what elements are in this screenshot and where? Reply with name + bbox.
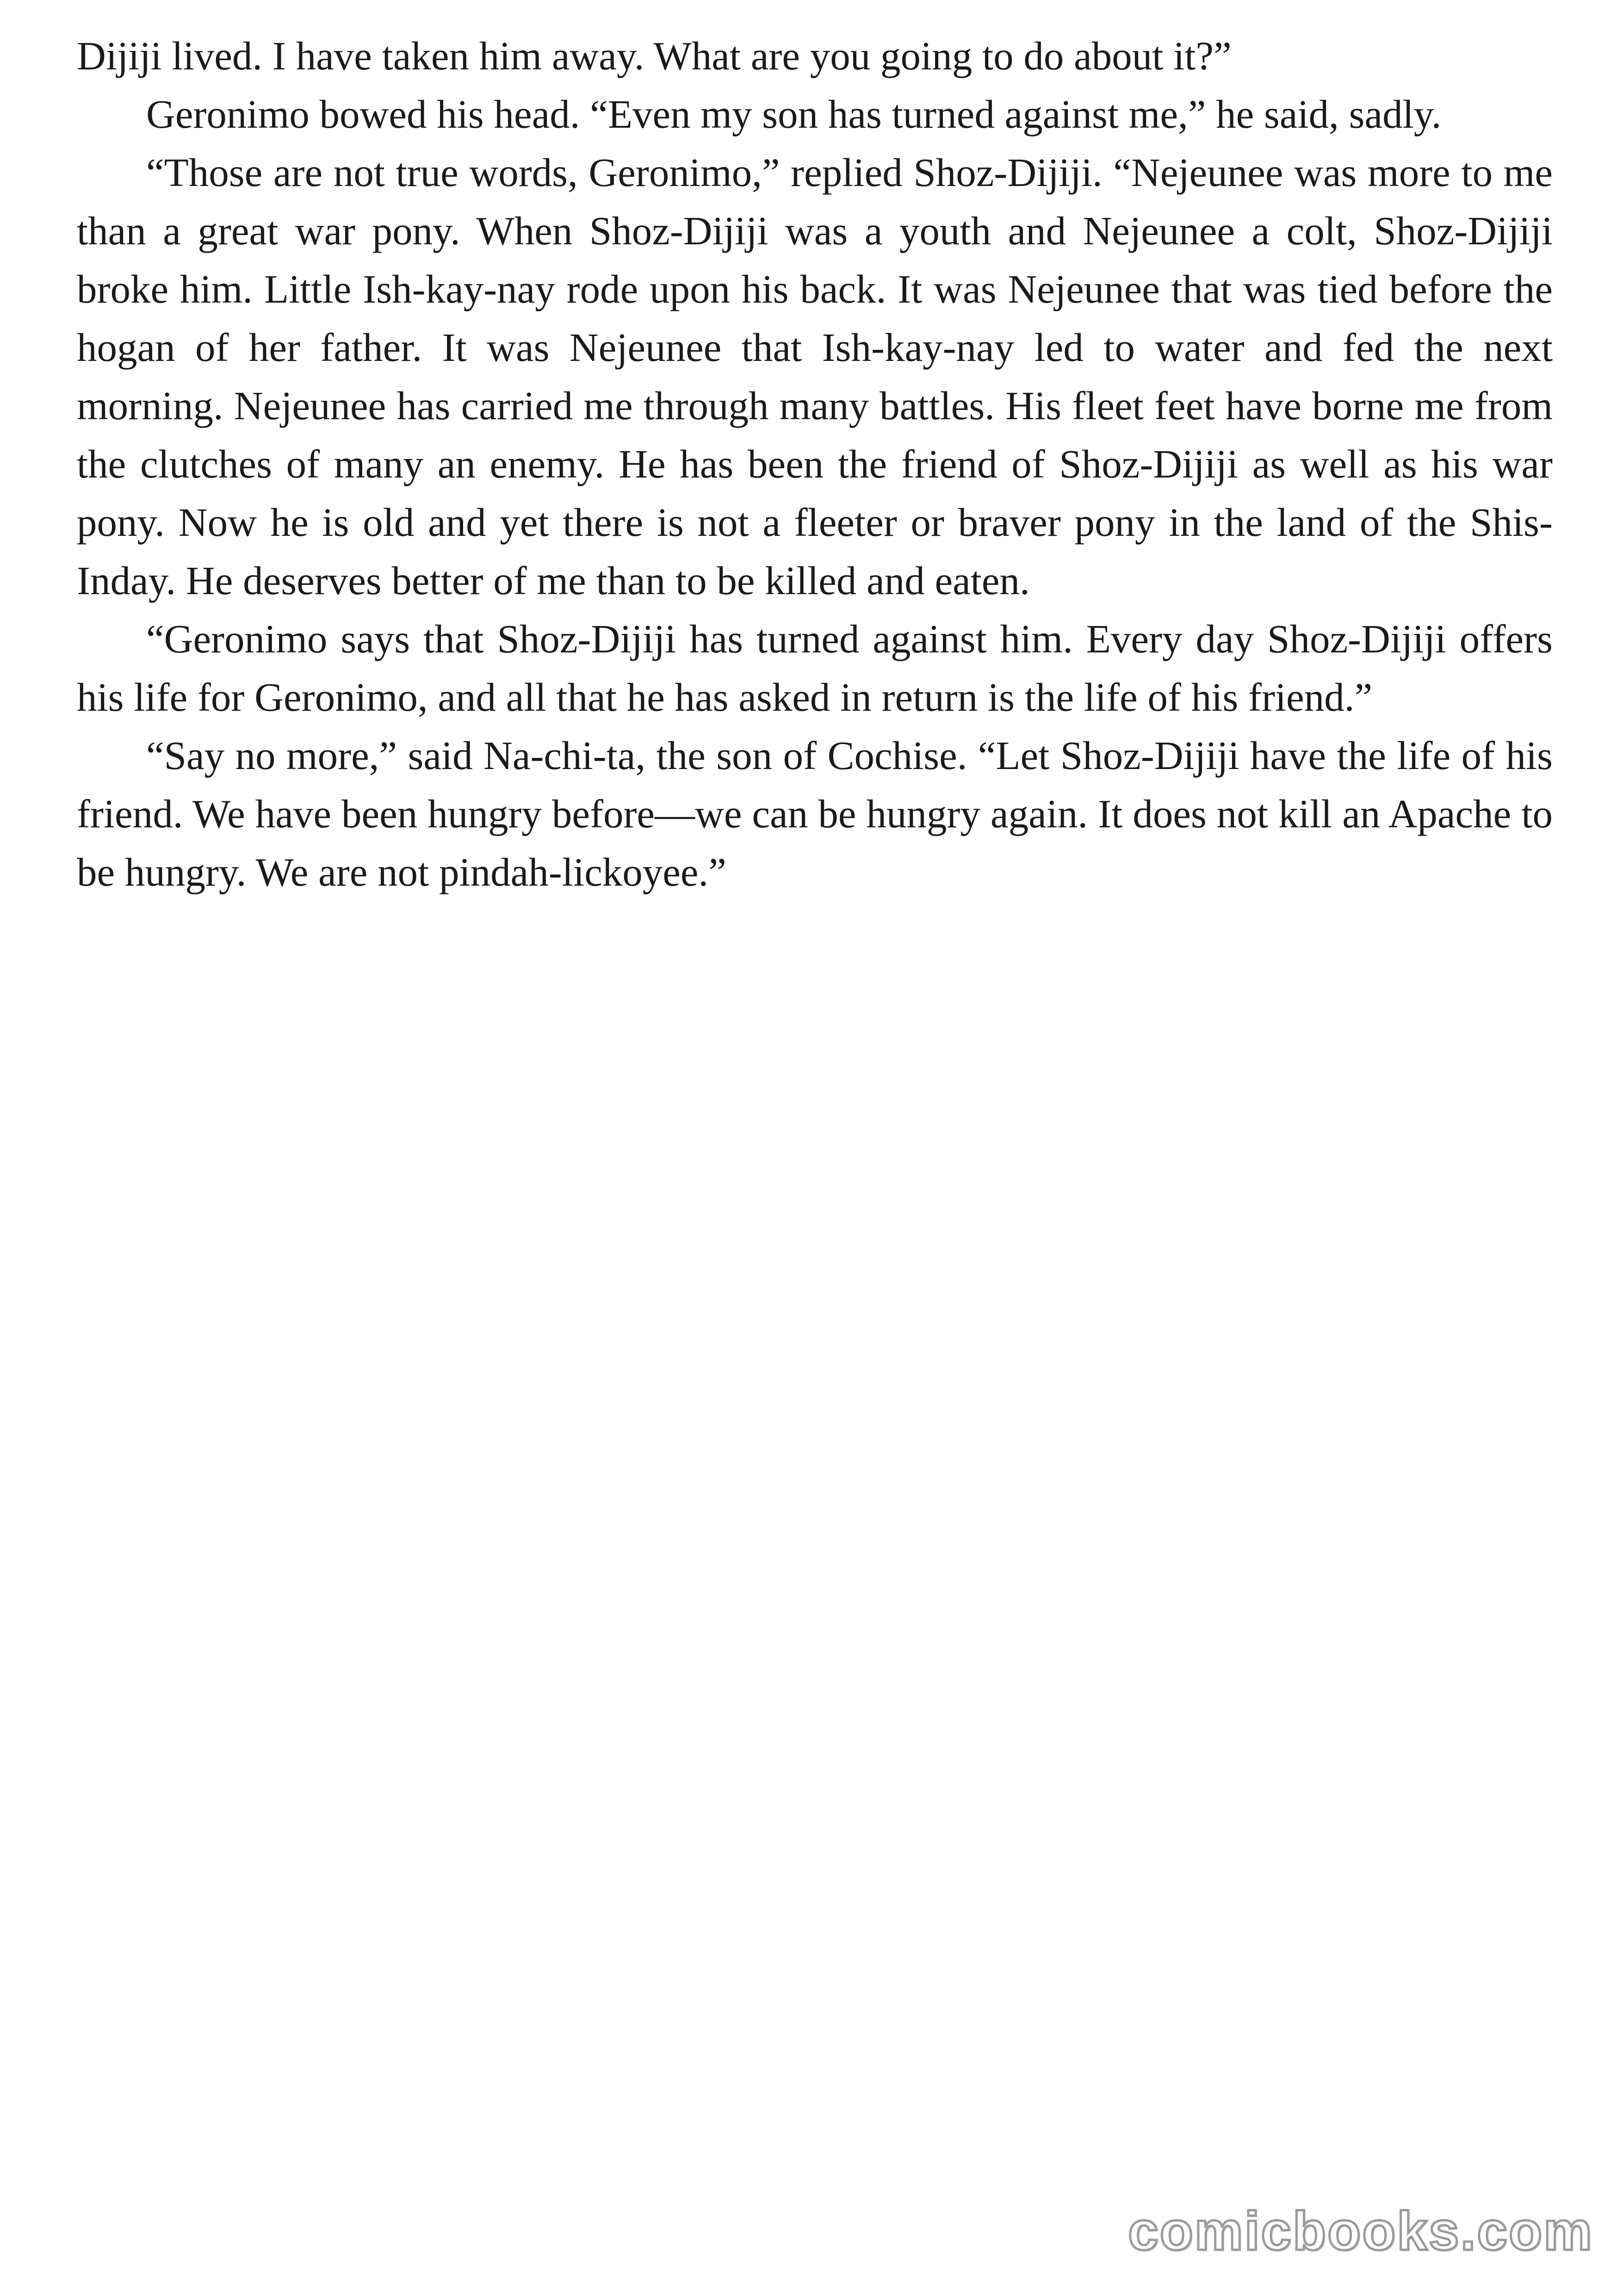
paragraph: Dijiji lived. I have taken him away. What are you going to do about it?”: [77, 33, 1232, 78]
paragraph: “Those are not true words, Geronimo,” replied Shoz-Dijiji. “Nejeunee was more to me than a great war pony. When Shoz-Dijiji was a youth and Nejeunee a colt, Shoz-Dijiji broke him. Little Ish-kay-nay rode upon his back. It was Nejeunee that was tied before the hogan of her father. It was Nejeunee that Ish-kay-nay led to water and fed the next morning. Nejeunee has carried me through many battles. His fleet feet have borne me from the clutches of many an enemy. He has been the friend of Shoz-Dijiji as well as his war pony. Now he is old and yet there is not a fleeter or braver pony in the land of the Shis-Inday. He deserves better of me than to be killed and eaten.: [77, 150, 1553, 603]
paragraph: “Geronimo says that Shoz-Dijiji has turned against him. Every day Shoz-Dijiji offers his life for Geronimo, and all that he has asked in return is the life of his friend.”: [77, 616, 1553, 720]
paragraph: Geronimo bowed his head. “Even my son has turned against me,” he said, sadly.: [146, 92, 1442, 137]
body-text: [77, 27, 1553, 901]
paragraph: “Say no more,” said Na-chi-ta, the son of Cochise. “Let Shoz-Dijiji have the life of his friend. We have been hungry before—we can be hungry again. It does not kill an Apache to be hungry. We are not pindah-lickoyee.”: [77, 733, 1553, 894]
watermark: comicbooks.com: [1128, 2201, 1593, 2262]
